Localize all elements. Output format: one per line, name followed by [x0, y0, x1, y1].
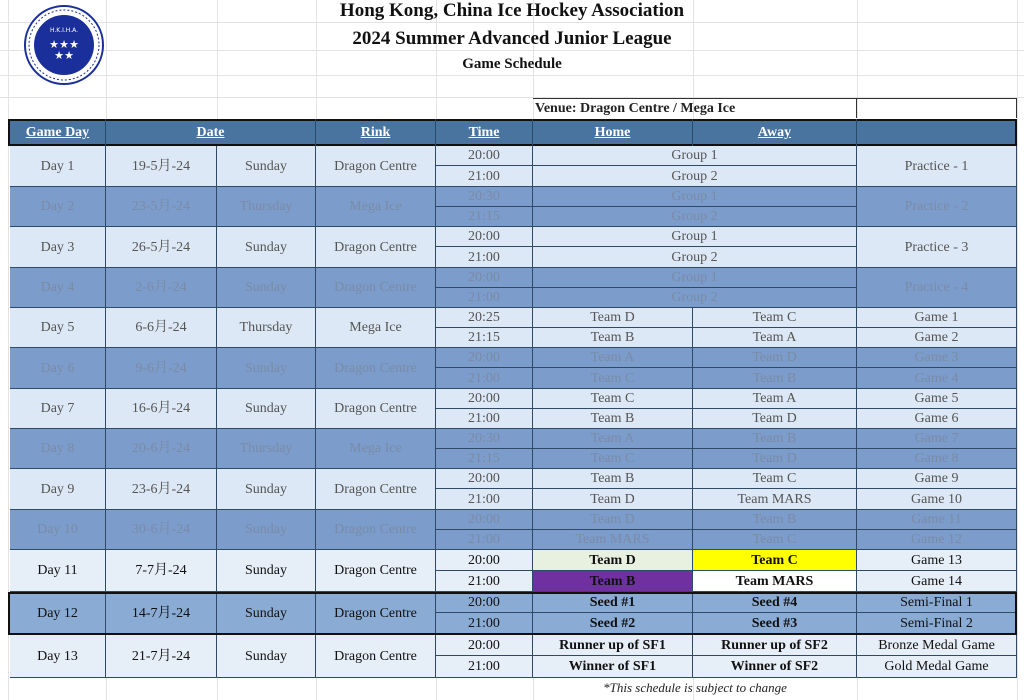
game-day-cell: Day 10	[10, 510, 106, 550]
time-cell: 21:00	[436, 247, 533, 268]
home-team-cell: Team D	[533, 510, 693, 530]
rink-cell: Mega Ice	[316, 429, 436, 469]
time-cell: 21:00	[436, 368, 533, 389]
game-label-cell: Game 9	[857, 469, 1017, 489]
game-label-cell: Game 10	[857, 489, 1017, 510]
away-team-cell: Seed #4	[693, 592, 857, 613]
game-label-cell: Game 2	[857, 328, 1017, 348]
home-team-cell: Team C	[533, 389, 693, 409]
game-label-cell: Game 14	[857, 571, 1017, 592]
weekday-cell: Sunday	[217, 635, 316, 678]
home-team-cell: Team D	[533, 308, 693, 328]
game-label-cell: Game 3	[857, 348, 1017, 368]
weekday-cell: Sunday	[217, 146, 316, 187]
away-team-cell: Runner up of SF2	[693, 635, 857, 656]
away-team-cell: Team A	[693, 328, 857, 348]
time-cell: 20:00	[436, 348, 533, 368]
time-cell: 20:00	[436, 592, 533, 613]
header-away: Away	[693, 119, 857, 146]
game-label-cell: Game 8	[857, 449, 1017, 469]
game-label-cell: Game 6	[857, 409, 1017, 429]
time-cell: 21:15	[436, 449, 533, 469]
time-cell: 21:00	[436, 489, 533, 510]
group-cell: Group 1	[533, 268, 857, 288]
home-team-cell: Seed #1	[533, 592, 693, 613]
home-team-cell: Runner up of SF1	[533, 635, 693, 656]
time-cell: 20:30	[436, 429, 533, 449]
away-team-cell: Team D	[693, 348, 857, 368]
date-cell: 19-5月-24	[106, 146, 217, 187]
group-cell: Group 2	[533, 288, 857, 308]
game-label-cell: Game 13	[857, 550, 1017, 571]
weekday-cell: Sunday	[217, 227, 316, 268]
time-cell: 20:00	[436, 268, 533, 288]
game-label-cell: Game 7	[857, 429, 1017, 449]
time-cell: 20:00	[436, 227, 533, 247]
home-team-cell: Team B	[533, 328, 693, 348]
weekday-cell: Sunday	[217, 550, 316, 592]
time-cell: 21:00	[436, 288, 533, 308]
game-label-cell: Game 11	[857, 510, 1017, 530]
time-cell: 20:00	[436, 389, 533, 409]
game-label-cell: Game 1	[857, 308, 1017, 328]
away-team-cell: Team D	[693, 449, 857, 469]
title-association: Hong Kong, China Ice Hockey Association	[339, 0, 685, 21]
time-cell: 20:00	[436, 510, 533, 530]
date-cell: 7-7月-24	[106, 550, 217, 592]
game-label-cell: Game 12	[857, 530, 1017, 550]
time-cell: 20:00	[436, 550, 533, 571]
home-team-cell: Team B	[533, 571, 693, 592]
time-cell: 21:00	[436, 530, 533, 550]
time-cell: 20:25	[436, 308, 533, 328]
svg-text:★: ★	[64, 49, 74, 62]
group-cell: Group 2	[533, 166, 857, 187]
rink-cell: Dragon Centre	[316, 146, 436, 187]
gridline	[0, 75, 1024, 76]
away-team-cell: Team C	[693, 530, 857, 550]
svg-text:★: ★	[69, 38, 79, 51]
rink-cell: Dragon Centre	[316, 510, 436, 550]
time-cell: 21:00	[436, 613, 533, 635]
game-day-cell: Day 11	[10, 550, 106, 592]
date-cell: 26-5月-24	[106, 227, 217, 268]
date-cell: 2-6月-24	[106, 268, 217, 308]
gridline	[0, 22, 1024, 23]
svg-text:★: ★	[59, 38, 69, 51]
title-league: 2024 Summer Advanced Junior League	[352, 28, 672, 49]
rink-cell: Dragon Centre	[316, 550, 436, 592]
weekday-cell: Sunday	[217, 592, 316, 635]
venue-blank-cell	[857, 98, 1017, 118]
svg-text:★: ★	[49, 38, 59, 51]
away-team-cell: Team B	[693, 368, 857, 389]
home-team-cell: Winner of SF1	[533, 656, 693, 678]
practice-label-cell: Practice - 4	[857, 268, 1017, 308]
away-team-cell: Team B	[693, 510, 857, 530]
game-label-cell: Gold Medal Game	[857, 656, 1017, 678]
date-cell: 23-5月-24	[106, 187, 217, 227]
away-team-cell: Team C	[693, 550, 857, 571]
game-day-cell: Day 5	[10, 308, 106, 348]
rink-cell: Mega Ice	[316, 187, 436, 227]
home-team-cell: Team C	[533, 368, 693, 389]
home-team-cell: Team MARS	[533, 530, 693, 550]
group-cell: Group 1	[533, 187, 857, 207]
game-day-cell: Day 2	[10, 187, 106, 227]
home-team-cell: Team D	[533, 489, 693, 510]
practice-label-cell: Practice - 2	[857, 187, 1017, 227]
date-cell: 16-6月-24	[106, 389, 217, 429]
rink-cell: Mega Ice	[316, 308, 436, 348]
date-cell: 9-6月-24	[106, 348, 217, 389]
game-label-cell: Game 4	[857, 368, 1017, 389]
time-cell: 21:00	[436, 571, 533, 592]
time-cell: 21:15	[436, 207, 533, 227]
weekday-cell: Thursday	[217, 429, 316, 469]
rink-cell: Dragon Centre	[316, 227, 436, 268]
date-cell: 23-6月-24	[106, 469, 217, 510]
time-cell: 21:00	[436, 166, 533, 187]
game-day-cell: Day 4	[10, 268, 106, 308]
svg-text:★: ★	[54, 49, 64, 62]
weekday-cell: Sunday	[217, 510, 316, 550]
time-cell: 20:30	[436, 187, 533, 207]
game-day-cell: Day 7	[10, 389, 106, 429]
group-cell: Group 2	[533, 247, 857, 268]
date-cell: 14-7月-24	[106, 592, 217, 635]
rink-cell: Dragon Centre	[316, 389, 436, 429]
game-day-cell: Day 6	[10, 348, 106, 389]
time-cell: 20:00	[436, 469, 533, 489]
home-team-cell: Team A	[533, 348, 693, 368]
header-game-day: Game Day	[10, 119, 106, 146]
weekday-cell: Sunday	[217, 389, 316, 429]
weekday-cell: Sunday	[217, 469, 316, 510]
weekday-cell: Sunday	[217, 268, 316, 308]
header-date: Date	[106, 119, 316, 146]
time-cell: 20:00	[436, 146, 533, 166]
away-team-cell: Team C	[693, 308, 857, 328]
away-team-cell: Seed #3	[693, 613, 857, 635]
game-label-cell: Semi-Final 2	[857, 613, 1017, 635]
rink-cell: Dragon Centre	[316, 469, 436, 510]
gridline	[1017, 0, 1018, 700]
group-cell: Group 1	[533, 146, 857, 166]
away-team-cell: Team C	[693, 469, 857, 489]
gridline	[8, 0, 9, 700]
away-team-cell: Team A	[693, 389, 857, 409]
game-day-cell: Day 9	[10, 469, 106, 510]
time-cell: 21:15	[436, 328, 533, 348]
header-rink: Rink	[316, 119, 436, 146]
time-cell: 20:00	[436, 635, 533, 656]
header-home: Home	[533, 119, 693, 146]
logo-text: H.K.I.H.A.	[49, 27, 79, 34]
game-day-cell: Day 8	[10, 429, 106, 469]
venue-label: Venue: Dragon Centre / Mega Ice	[533, 98, 857, 118]
practice-label-cell: Practice - 1	[857, 146, 1017, 187]
weekday-cell: Thursday	[217, 308, 316, 348]
rink-cell: Dragon Centre	[316, 268, 436, 308]
game-label-cell: Game 5	[857, 389, 1017, 409]
date-cell: 20-6月-24	[106, 429, 217, 469]
home-team-cell: Seed #2	[533, 613, 693, 635]
game-label-cell: Bronze Medal Game	[857, 635, 1017, 656]
game-day-cell: Day 13	[10, 635, 106, 678]
date-cell: 21-7月-24	[106, 635, 217, 678]
group-cell: Group 1	[533, 227, 857, 247]
date-cell: 6-6月-24	[106, 308, 217, 348]
header-blank	[857, 119, 1015, 146]
title-schedule: Game Schedule	[462, 56, 562, 72]
weekday-cell: Thursday	[217, 187, 316, 227]
game-day-cell: Day 3	[10, 227, 106, 268]
game-day-cell: Day 1	[10, 146, 106, 187]
rink-cell: Dragon Centre	[316, 592, 436, 635]
away-team-cell: Team D	[693, 409, 857, 429]
away-team-cell: Team MARS	[693, 489, 857, 510]
rink-cell: Dragon Centre	[316, 348, 436, 389]
time-cell: 21:00	[436, 409, 533, 429]
away-team-cell: Team B	[693, 429, 857, 449]
home-team-cell: Team D	[533, 550, 693, 571]
home-team-cell: Team B	[533, 409, 693, 429]
gridline	[0, 50, 1024, 51]
group-cell: Group 2	[533, 207, 857, 227]
header-time: Time	[436, 119, 533, 146]
time-cell: 21:00	[436, 656, 533, 678]
home-team-cell: Team C	[533, 449, 693, 469]
date-cell: 30-6月-24	[106, 510, 217, 550]
rink-cell: Dragon Centre	[316, 635, 436, 678]
weekday-cell: Sunday	[217, 348, 316, 389]
away-team-cell: Team MARS	[693, 571, 857, 592]
practice-label-cell: Practice - 3	[857, 227, 1017, 268]
home-team-cell: Team B	[533, 469, 693, 489]
footnote: *This schedule is subject to change	[603, 680, 787, 695]
game-label-cell: Semi-Final 1	[857, 592, 1017, 613]
game-day-cell: Day 12	[10, 592, 106, 635]
home-team-cell: Team A	[533, 429, 693, 449]
away-team-cell: Winner of SF2	[693, 656, 857, 678]
